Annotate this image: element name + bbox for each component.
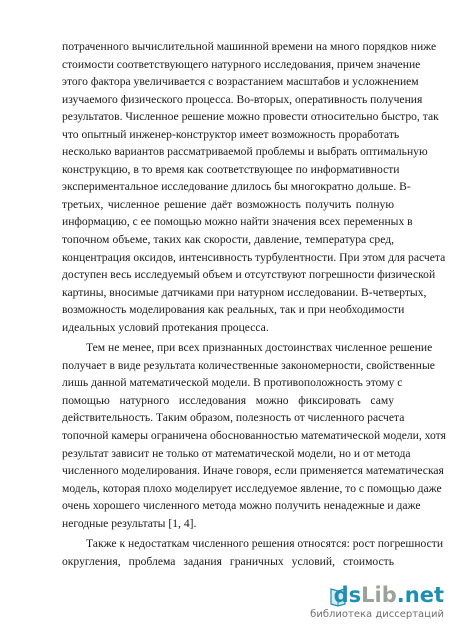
text-line: лишь данной математической модели. В противоположность этому с (62, 376, 403, 390)
text-line: изучаемого физического процесса. Во-вторых, оперативность получения (62, 92, 423, 106)
text-line: негодные результаты [1, 4]. (62, 516, 197, 530)
text-line: результатов. Численное решение можно провести относительно быстро, так (62, 110, 439, 124)
text-line: топочной камеры ограничена обоснованностью математической модели, хотя (62, 429, 446, 443)
watermark-subtitle: библиотека диссертаций (310, 609, 444, 620)
text-line: действительность. Таким образом, полезность от численного расчета (62, 411, 405, 425)
text-line: возможность моделирования как реальных, так и при необходимости (62, 303, 405, 317)
text-line: идеальных условий протекания процесса. (62, 320, 269, 334)
text-line: топочном объеме, таких как скорости, давление, температура сред, (62, 233, 394, 247)
text-line: очень хорошего численного метода можно получить ненадежные и даже (62, 499, 421, 513)
text-line: округления, проблема задания граничных условий, стоимость (62, 554, 394, 568)
text-line: этого фактора увеличивается с возрастанием масштабов и усложнением (62, 75, 419, 89)
text-line: картины, вносимые датчиками при натурном исследовании. В-четвертых, (62, 285, 427, 299)
text-line: что опытный инженер-конструктор имеет возможность проработать (62, 127, 400, 141)
text-line: численного моделирования. Иначе говоря, если применяется математическая (62, 464, 444, 478)
text-line: информацию, с ее помощью можно найти значения всех переменных в (62, 215, 413, 229)
paragraph (62, 339, 446, 532)
text-line: конструкцию, в то время как соответствующее по информативности (62, 162, 400, 176)
watermark-brand-ds: ds (333, 583, 362, 607)
paragraph (62, 38, 446, 336)
watermark-brand-net: .net (396, 583, 444, 607)
document-text (62, 38, 446, 570)
text-line: Также к недостаткам численного решения относятся: рост погрешности (86, 537, 444, 551)
text-line: доступен весь исследуемый объем и отсутствуют погрешности физической (62, 268, 436, 282)
text-line: получает в виде результата количественные закономерности, свойственные (62, 358, 435, 372)
text-line: модель, которая плохо моделирует исследуемое явление, то с помощью даже (62, 481, 442, 495)
text-line: несколько вариантов рассматриваемой проблемы и выбрать оптимальную (62, 145, 428, 159)
text-line: Тем не менее, при всех признанных достоинствах численное решение (86, 341, 433, 355)
text-line: стоимости соответствующего натурного исследования, причем значение (62, 57, 421, 71)
dslib-watermark[interactable] (310, 582, 446, 632)
text-line: экспериментальное исследование длилось бы многократно дольше. В- (62, 180, 411, 194)
text-line: третьих, численное решение даёт возможность получить полную (62, 197, 394, 211)
watermark-brand-lib: Lib (361, 583, 397, 607)
watermark-brand (334, 582, 444, 608)
text-line: помощью натурного исследования можно фиксировать саму (62, 393, 394, 407)
text-line: концентрация оксидов, интенсивность турбулентности. При этом для расчета (62, 250, 446, 264)
text-line: потраченного вычислительной машинной времени на много порядков ниже (62, 40, 437, 53)
text-line: результат зависит не только от математической модели, но и от метода (62, 446, 411, 460)
paragraph (62, 535, 444, 570)
